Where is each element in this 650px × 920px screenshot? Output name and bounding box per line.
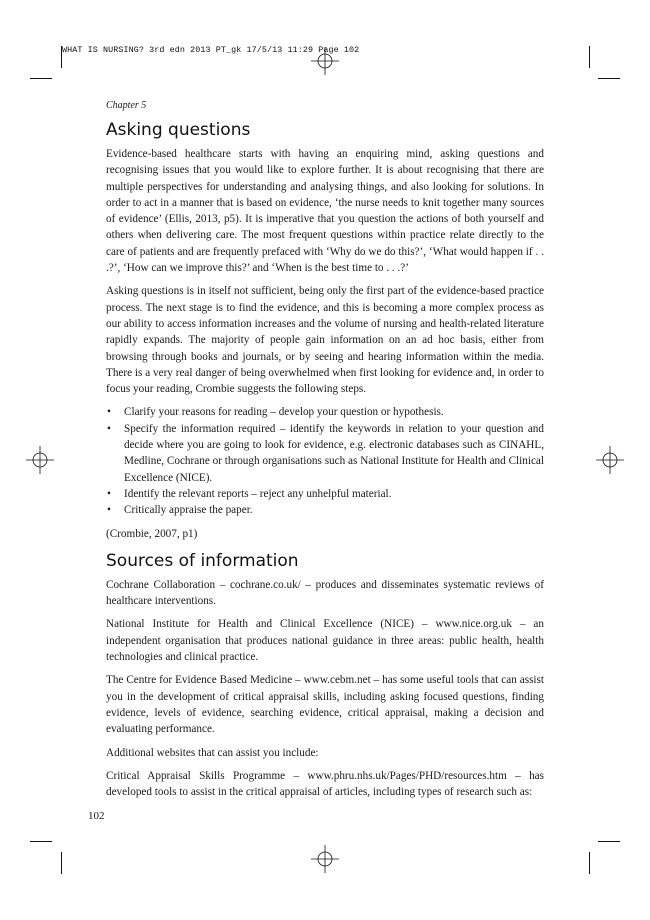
crop-mark-bottom-left-v bbox=[61, 852, 62, 874]
registration-mark-left-icon bbox=[26, 446, 54, 474]
crop-mark-bottom-right-v bbox=[589, 852, 590, 874]
page-number: 102 bbox=[88, 810, 105, 822]
section-heading-asking-questions: Asking questions bbox=[106, 120, 251, 140]
crop-mark-bottom-right-h bbox=[598, 841, 620, 842]
crop-mark-top-left-h bbox=[30, 78, 52, 79]
page-content bbox=[106, 100, 544, 807]
list-item bbox=[106, 404, 544, 420]
list-item-text: Identify the relevant reports – reject any unhelpful material. bbox=[124, 487, 392, 500]
list-item bbox=[106, 421, 544, 486]
print-slug: WHAT IS NURSING? 3rd edn 2013 PT_gk 17/5/13 11:29 Page 102 bbox=[62, 45, 360, 55]
paragraph: Cochrane Collaboration – cochrane.co.uk/ – produces and disseminates systematic reviews of healthcare interventions. bbox=[106, 578, 544, 608]
paragraph: The Centre for Evidence Based Medicine – www.cebm.net – has some useful tools that can assist you in the development of critical appraisal skills, including asking focused questions, finding evidence, levels of evidence, searching evidence, critical appraisal, making a decision and evaluating performance. bbox=[106, 674, 544, 736]
crop-mark-bottom-left-h bbox=[30, 841, 52, 842]
paragraph: Additional websites that can assist you include: bbox=[106, 746, 319, 759]
steps-list bbox=[106, 404, 544, 518]
paragraph: Evidence-based healthcare starts with having an enquiring mind, asking questions and recognising issues that you would like to explore further. It is about recognising that there are multiple perspectives for understanding and analysing things, and also looking for solutions. In order to act in a manner that is based on evidence, ‘the nurse needs to knit together many sources of evidence’ (Ellis, 2013, p5). It is imperative that you question the actions of both yourself and others when delivering care. The most frequent questions within practice relate directly to the care of patients and are frequently prefaced with ‘Why do we do this?’, ‘What would happen if . . .?’, ‘How can we improve this?’ and ‘When is the best time to . . .?’ bbox=[106, 148, 544, 275]
list-item-text: Clarify your reasons for reading – develop your question or hypothesis. bbox=[124, 406, 444, 419]
crop-mark-top-right-h bbox=[598, 78, 620, 79]
list-item-text: Specify the information required – identify the keywords in relation to your question and decide where you are going to look for evidence, e.g. electronic databases such as CINAHL, Medline, Cochrane or through organisations such as National Institute for Health and Clinical Excellence (NICE). bbox=[124, 422, 544, 484]
chapter-label: Chapter 5 bbox=[106, 100, 147, 111]
bullet-icon: • bbox=[107, 487, 111, 500]
citation: (Crombie, 2007, p1) bbox=[106, 527, 198, 540]
crop-mark-top-right-v bbox=[589, 46, 590, 68]
bullet-icon: • bbox=[107, 504, 111, 517]
list-item bbox=[106, 502, 544, 518]
list-item bbox=[106, 486, 544, 502]
list-item-text: Critically appraise the paper. bbox=[124, 504, 253, 517]
crop-mark-top-left-v bbox=[61, 46, 62, 68]
paragraph: National Institute for Health and Clinical Excellence (NICE) – www.nice.org.uk – an independent organisation that produces national guidance in three areas: public health, health technologies and clinical practice. bbox=[106, 618, 544, 664]
section-heading-sources-of-information: Sources of information bbox=[106, 550, 299, 571]
registration-mark-right-icon bbox=[596, 446, 624, 474]
bullet-icon: • bbox=[107, 422, 111, 435]
registration-mark-bottom-icon bbox=[311, 845, 339, 873]
registration-mark-top-icon bbox=[311, 47, 339, 75]
paragraph: Asking questions is in itself not sufficient, being only the first part of the evidence-based practice process. The next stage is to find the evidence, and this is becoming a more complex process as our ability to access information increases and the volume of nursing and health-related literature rapidly expands. The majority of people gain information on an ad hoc basis, either from browsing through books and journals, or by seeing and hearing information within the media. There is a very real danger of being overwhelmed when first looking for evidence and, in order to focus your reading, Crombie suggests the following steps. bbox=[106, 285, 544, 396]
paragraph: Critical Appraisal Skills Programme – www.phru.nhs.uk/Pages/PHD/resources.htm – has developed tools to assist in the critical appraisal of articles, including types of research such as: bbox=[106, 769, 544, 799]
bullet-icon: • bbox=[107, 406, 111, 419]
